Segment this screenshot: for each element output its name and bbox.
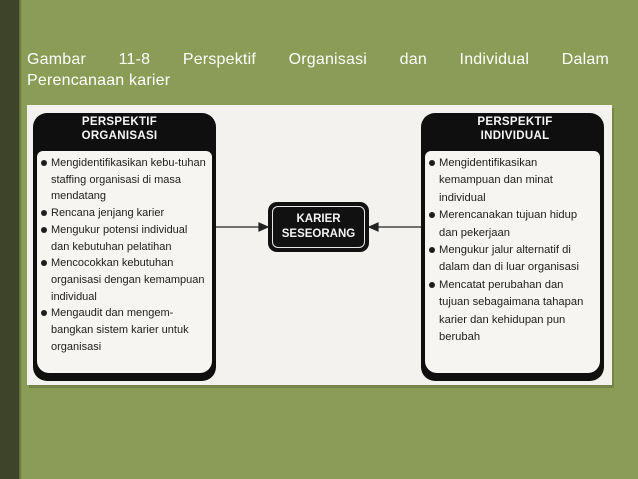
list-item: Mengukur potensi individual dan kebutuhan pelatihan (41, 222, 208, 255)
list-item: Mengidentifikasikan kemampuan dan minat individual (429, 155, 596, 207)
career-perspective-figure (27, 105, 612, 385)
center-label-line: SESEORANG (281, 228, 356, 240)
individual-perspective-panel (421, 113, 604, 381)
individual-perspective-body (425, 151, 600, 373)
individual-perspective-title (451, 115, 579, 151)
slide-left-bar (0, 0, 19, 479)
panel-title-line: ORGANISASI (81, 130, 158, 142)
list-item: Mengaudit dan mengem-bangkan sistem karier untuk organisasi (41, 305, 208, 355)
list-item: Merencanakan tujuan hidup dan pekerjaan (429, 207, 596, 242)
list-item: Mencocokkan kebutuhan organisasi dengan kemampuan individual (41, 255, 208, 305)
list-item: Mengidentifikasikan kebu-tuhan staffing organisasi di masa mendatang (41, 155, 208, 205)
organizational-perspective-panel (33, 113, 216, 381)
list-item: Mengukur jalur alternatif di dalam dan di luar organisasi (429, 242, 596, 277)
caption-line-2: Perencanaan karier (27, 72, 171, 89)
organizational-perspective-title (53, 115, 186, 151)
list-item: Rencana jenjang karier (41, 205, 208, 222)
panel-title-line: PERSPEKTIF (81, 116, 158, 128)
individual-career-box (268, 202, 369, 252)
organizational-perspective-body (37, 151, 212, 373)
slide-left-bar-shadow (19, 0, 22, 479)
left-arrow (216, 223, 268, 231)
caption-line-1: Gambar 11-8 Perspektif Organisasi dan Individual Dalam (27, 51, 609, 68)
panel-title-line: INDIVIDUAL (480, 130, 550, 142)
list-item: Mencatat perubahan dan tujuan sebagaimana tahapan karier dan kehidupan pun berubah (429, 277, 596, 347)
center-label-line: KARIER (296, 213, 341, 225)
panel-title-line: PERSPEKTIF (477, 116, 553, 128)
right-arrow (369, 223, 421, 231)
slide-caption (27, 49, 609, 91)
